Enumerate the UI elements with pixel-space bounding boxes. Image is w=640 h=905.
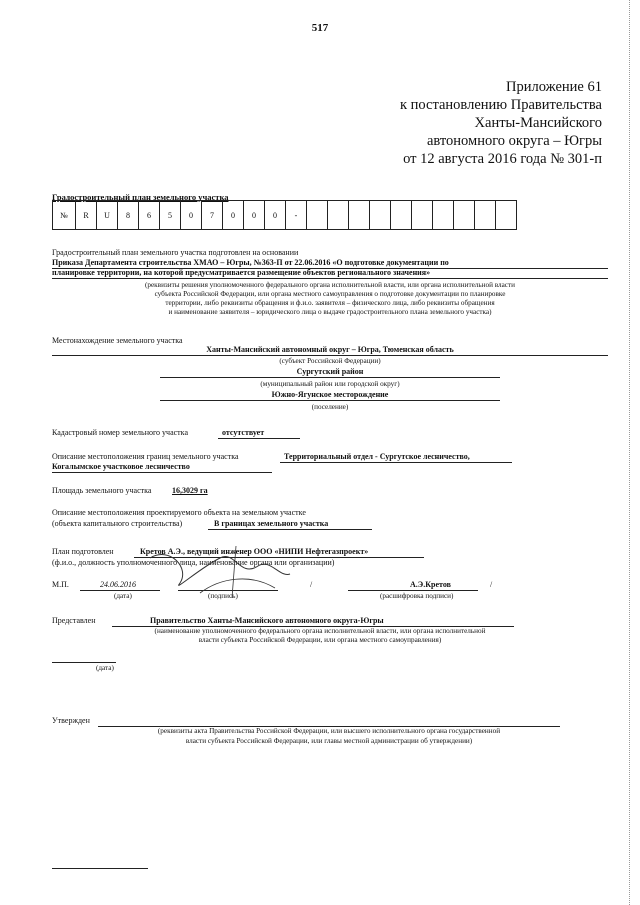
plan-number-grid <box>52 200 517 230</box>
presented-note-2: власти субъекта Российской Федерации, или органа местного самоуправления) <box>198 636 442 644</box>
location-settlement: Южно-Ягунское месторождение <box>271 390 389 399</box>
plan-number-cell <box>454 201 475 230</box>
plan-number-cell: 0 <box>265 201 286 230</box>
boundaries-value-2: Когалымское участковое лесничество <box>52 462 190 471</box>
plan-number-cell: - <box>286 201 307 230</box>
basis-order-line-2: планировке территории, на которой предусматривается размещение объектов регионального значения» <box>52 268 431 277</box>
appendix-line-2: к постановлению Правительства <box>400 97 602 113</box>
plan-number-cell: 7 <box>202 201 223 230</box>
basis-label: Градостроительный план земельного участка подготовлен на основании <box>52 248 299 257</box>
boundaries-label: Описание местоположения границ земельного участка <box>52 452 239 461</box>
appendix-line-4: автономного округа – Югры <box>426 133 602 149</box>
plan-number-cell: 0 <box>223 201 244 230</box>
location-label: Местонахождение земельного участка <box>52 336 183 345</box>
plan-number-cell <box>307 201 328 230</box>
presented-note-1: (наименование уполномоченного федерального органа исполнительной власти, или органа исполнительной <box>154 627 486 635</box>
presented-date-note: (дата) <box>96 664 114 672</box>
plan-number-cell: R <box>76 201 97 230</box>
appendix-line-1: Приложение 61 <box>506 79 602 95</box>
plan-heading: Градостроительный план земельного участка <box>52 192 229 202</box>
prepared-label: План подготовлен <box>52 547 114 556</box>
seal-transcript-note: (расшифровка подписи) <box>380 592 454 600</box>
prepared-value: Кретов А.Э., ведущий инженер ООО «НИПИ Нефтегазпроект» <box>140 547 369 556</box>
plan-number-cell <box>349 201 370 230</box>
approved-label: Утвержден <box>52 716 90 725</box>
plan-number-cell <box>391 201 412 230</box>
appendix-line-3: Ханты-Мансийского <box>474 115 602 131</box>
plan-number-cell: № <box>53 201 76 230</box>
page-edge-scan-line <box>629 0 630 905</box>
basis-order-line-1: Приказа Департамента строительства ХМАО – Югры, №363-П от 22.06.2016 «О подготовке документации по <box>52 258 449 267</box>
plan-number-cell: 8 <box>118 201 139 230</box>
plan-number-cell: U <box>97 201 118 230</box>
approved-note-2: власти субъекта Российской Федерации, или главы местной администрации об утверждении) <box>185 737 473 745</box>
seal-slash-1: / <box>310 580 313 589</box>
object-label-1: Описание местоположения проектируемого объекта на земельном участке <box>52 508 306 517</box>
appendix-line-5: от 12 августа 2016 года № 301-п <box>403 151 602 167</box>
location-region: Ханты-Мансийский автономный округ – Югра, Тюменская область <box>206 345 454 354</box>
location-district-note: (муниципальный район или городской округ) <box>260 380 400 388</box>
plan-number-cell <box>412 201 433 230</box>
object-label-2: (объекта капитального строительства) <box>52 519 183 528</box>
boundaries-value-1: Территориальный отдел - Сургутское лесничество, <box>284 452 470 461</box>
plan-number-cell <box>370 201 391 230</box>
plan-number-cell: 0 <box>181 201 202 230</box>
handwritten-signature <box>140 538 300 608</box>
location-district: Сургутский район <box>296 367 364 376</box>
location-settlement-note: (поселение) <box>311 403 349 411</box>
plan-number-cell: 0 <box>244 201 265 230</box>
area-label: Площадь земельного участка <box>52 486 152 495</box>
object-value: В границах земельного участка <box>214 519 329 528</box>
cadastral-value: отсутствует <box>222 428 265 437</box>
location-region-note: (субъект Российской Федерации) <box>279 357 381 365</box>
basis-note-4: и наименование заявителя – юридического лица о выдаче градостроительного плана земельного участка) <box>168 308 492 316</box>
prepared-note: (ф.и.о., должность уполномоченного лица, наименование органа или организации) <box>52 558 335 567</box>
plan-number-cell <box>433 201 454 230</box>
plan-number-cell: 5 <box>160 201 181 230</box>
appendix-header <box>400 78 602 168</box>
basis-note-1: (реквизиты решения уполномоченного федерального органа исполнительной власти, или органа исполнительной власти <box>145 281 515 289</box>
presented-value: Правительство Ханты-Мансийского автономного округа-Югры <box>150 616 384 625</box>
area-value: 16,3029 га <box>172 486 208 495</box>
plan-number-cell <box>328 201 349 230</box>
seal-date-note: (дата) <box>114 592 132 600</box>
seal-signature-note: (подпись) <box>208 592 238 600</box>
seal-mp: М.П. <box>52 580 69 589</box>
plan-number-cell <box>496 201 517 230</box>
cadastral-label: Кадастровый номер земельного участка <box>52 428 188 437</box>
basis-note-2: субъекта Российской Федерации, или органа местного самоуправления о подготовке документации по планировке <box>154 290 506 298</box>
basis-note-3: территории, либо реквизиты обращения и ф.и.о. заявителя – физического лица, либо реквизиты обращения <box>165 299 495 307</box>
seal-slash-2: / <box>490 580 493 589</box>
approved-note-1: (реквизиты акта Правительства Российской Федерации, или высшего исполнительного органа государственной <box>157 727 501 735</box>
seal-date: 24.06.2016 <box>100 580 136 589</box>
plan-number-cell <box>475 201 496 230</box>
presented-label: Представлен <box>52 616 96 625</box>
seal-name: А.Э.Кретов <box>410 580 451 589</box>
plan-number-cell: 6 <box>139 201 160 230</box>
page-number: 517 <box>311 22 329 34</box>
